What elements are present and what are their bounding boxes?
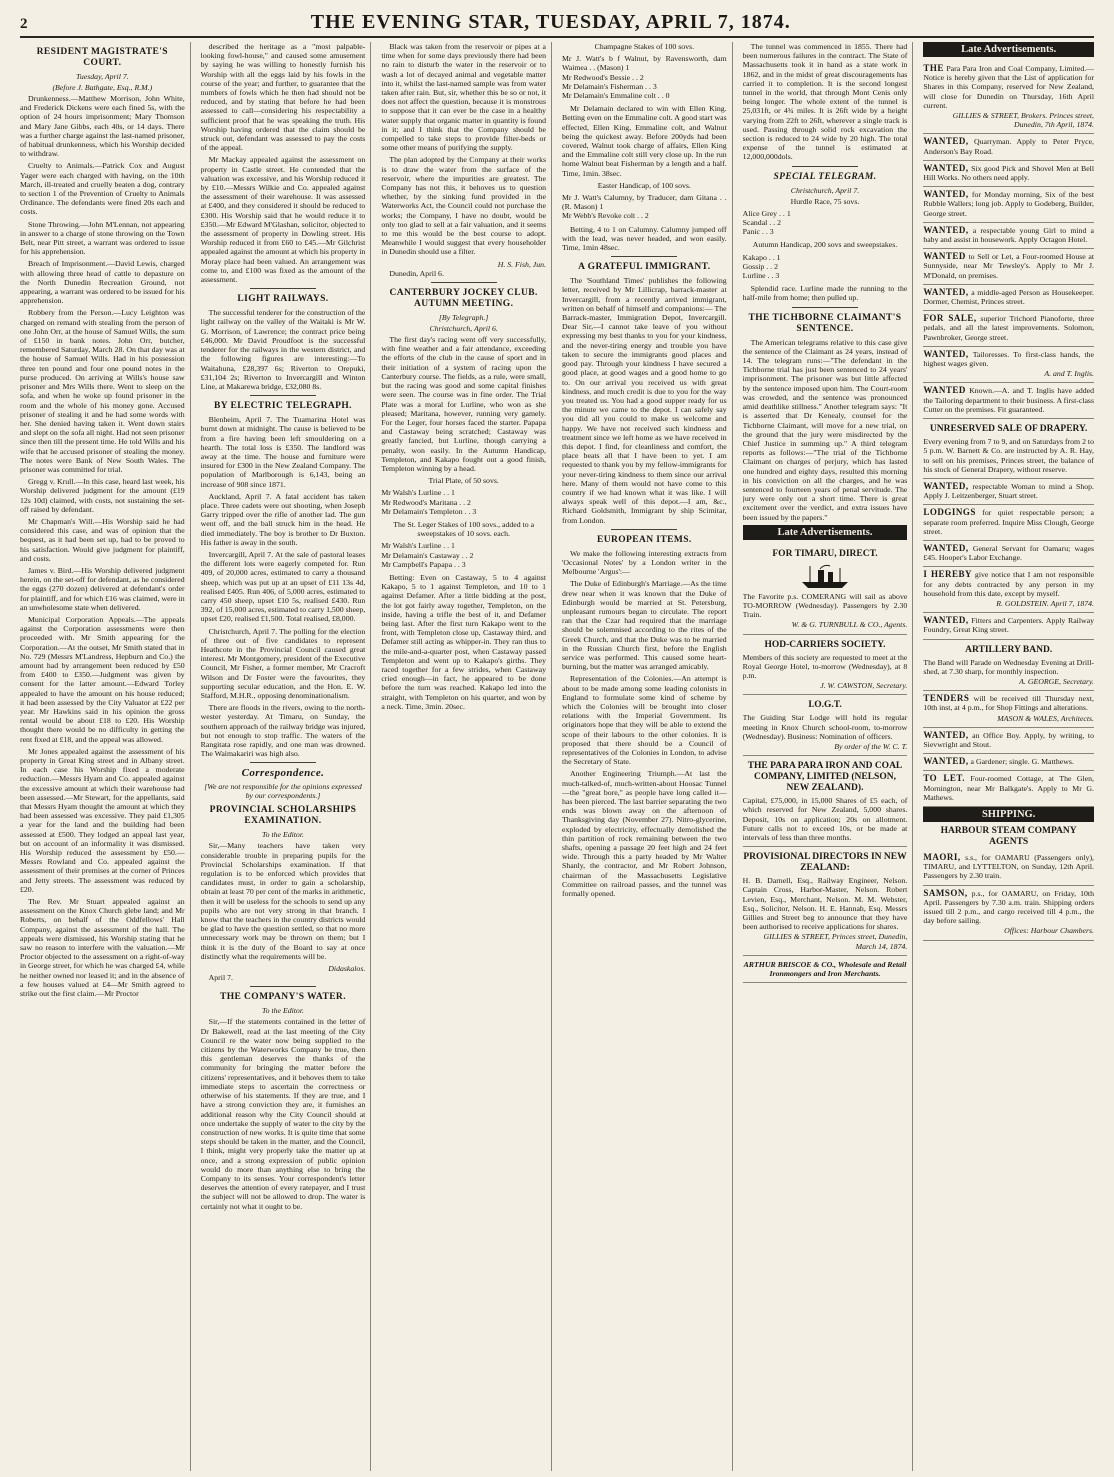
telegram-item: Auckland, April 7. A fatal accident has taken place. Three cadets were out shooting, when Joseph Garry tripped over the rifle of another lad. The gun went off, and the ball struck him in the head. He died immediately. The boy is brother to Dr Buxton. His father is away in the south. [200, 491, 366, 547]
correspondence-note: [We are not responsible for the opinions expressed by our correspondents.] [204, 782, 362, 801]
european-intro: We make the following interesting extracts from 'Occasional Notes' by a London writer in the Melbourne 'Argus':— [562, 548, 727, 577]
race-report: Betting: Even on Castaway, 5 to 4 against Kakapo, 5 to 1 against Templeton, and 10 to 1 against Defamer. After a little bidding at the post, the lot got fairly away together, Templeton, on the inside, having a trifle the best of it, and Defamer being last. After the first turn Kakapo went to the front, with Templeton close up, Castaway third, and Defamer still acting as whipper-in. They ran thus to the mile-and-a-quarter post, when Castaway passed Templeton and went up to Kakapo's girths. They raced together for a few strides, when Castaway cried enough—in fact, he appeared to be done before the turn was reached. Kakapo led into the straight, with Templeton on his quarter, and won by a neck. Time, 3min. 20sec. [381, 572, 546, 711]
column-1 [20, 42, 191, 1471]
late-ads-heading: Late Advertisements. [743, 525, 908, 540]
shipping-notice: SAMSON, p.s., for OAMARU, on Friday, 10th April. Passengers by 7.30 a.m. train. Shipping orders issued till 2 p.m., and cargo received till 4 p.m., the day before sailing. Offices: Harbour Chambers. [923, 886, 1094, 941]
race-entry: Mr Walsh's Lurline . . 1 [381, 488, 455, 498]
race-entry: Mr Delamain's Fisherman . . 3 [562, 81, 657, 91]
race-entry: Mr Delamain's Castaway . . 2 [381, 550, 474, 560]
jockey-club-text: The first day's racing went off very successfully, with fine weather and a fair attendance, exceeding the efforts of the club in the cause of sport and in their initiation of a system of racing upon the Canterbury course. The fields, as a rule, were small, but the racing was good and some capital finishes were seen. The course was in fine order. The Trial Plate was a moral for Lurline, who won as she pleased; Maritana, however, running very gamely. For the Leger, four horses faced the starter. Papapa and Castaway being scratched; Castaway was greatly fancied, but Lurline, though carrying a penalty, won easily. In the Autumn Handicap, Templeton, and Kakapo fought out a good finish, Templeton winning by a head. [381, 335, 546, 473]
advertisement: FOR TIMARU, DIRECT. The Favorite p.s. COMERANG will sail as above TO-MORROW (Wednesday). Passengers by 2.30 Train. W. & G. TURNBULL & CO., Agents. [743, 544, 908, 635]
column-3 [381, 42, 552, 1471]
race-report: Mr Delamain declared to win with Ellen King. Betting even on the Emmaline colt. A good start was effected, Ellen King, Emmaline colt, and Walnut being the quickest away. Before 200yds had been covered, Walnut took charge of affairs, Ellen King and the Emmaline colt still very close up. In the run home Walnut beat Fisherman by a length and a half. Time, 1min. 38sec. [562, 104, 727, 178]
race-report: Splendid race. Lurline made the running to the half-mile from home; then pulled up. [742, 284, 908, 303]
race-name: Champagne Stakes of 100 sovs. [594, 42, 695, 51]
column-5 [743, 42, 914, 1471]
race-name: The St. Leger Stakes of 100 sovs., added to a sweepstakes of 10 sovs. each. [393, 519, 535, 539]
railways-text: The successful tenderer for the construction of the light railway on the valley of the Waitaki is Mr W. G. Morrison, of Lawrence; the contract price being £46,000. Mr David Proudfoot is the successful tenderer for the railways in the western district, and the following figures are interesting:—To Waitahuna, £28,397 6s; Riverton to Orepuki, £31,104 2s; Riverton to Invercargill and Winton Line, at Makarewa bridge, £32,080 8s. [200, 308, 366, 391]
advertisement: WANTED, General Servant for Oamaru; wages £45. Hooper's Labor Exchange. [923, 541, 1094, 567]
advertisement: WANTED, an Office Boy. Apply, by writing, to Sievwright and Stout. [923, 728, 1094, 754]
letter-salutation: To the Editor. [262, 830, 304, 840]
jockey-club-place: Christchurch, April 6. [429, 324, 498, 334]
special-telegram-heading: SPECIAL TELEGRAM. [773, 171, 877, 182]
advertisement: FOR SALE, superior Trichord Pianoforte, three pedals, and all the latest improvements. Solomon, Pawnbroker, George street. [923, 311, 1094, 347]
race-entry: Mr Webb's Revoke colt . . 2 [562, 211, 649, 221]
immigrant-heading: A GRATEFUL IMMIGRANT. [578, 262, 711, 273]
advertisement: UNRESERVED SALE OF DRAPERY. Every evening from 7 to 9, and on Saturdays from 2 to 5 p.m. W. Barnett & Co. are instructed by A. R. Hay, to sell on his premises, Princes street, the balance of his stock of General Drapery, without reserve. [923, 419, 1094, 479]
court-paragraph: The Rev. Mr Stuart appealed against an assessment on the Knox Church glebe land; and Mr Roberts, on behalf of the Oddfellows' Hall Company, against the assessment of the hall. The appeals were dismissed, his Worship stating that he saw no reason to interfere with the valuation.—Mr Proctor objected to the assessment on a right-of-way in George street, for which he was charged £4, while he neither owned nor leased it; and in the absence of a few houses valued at £4—Mr Smith agreed to strike out the first claim.—Mr Proctor [20, 897, 185, 999]
water-signature: H. S. Fish, Jun. [497, 259, 546, 269]
race-entry: Mr Campbell's Papapa . . 3 [381, 559, 466, 569]
water-salutation: To the Editor. [262, 1006, 304, 1016]
column-6 [923, 42, 1094, 1471]
advertisement: ARTILLERY BAND. The Band will Parade on Wednesday Evening at Drill-shed, at 7.30 sharp, for monthly inspection. A. GEORGE, Secretary. [923, 640, 1094, 692]
race-entry: Mr Redwood's Bessie . . 2 [562, 72, 644, 82]
telegraph-heading: BY ELECTRIC TELEGRAPH. [214, 401, 352, 412]
advertisement: THE Para Para Iron and Coal Company, Limited.—Notice is hereby given that the List of application for Shares in this Company, reserved for New Zealand, will close for Dunedin on Thursday, 16th April current. GILLIES & STREET, Brokers. Princes street, Dunedin, 7th April, 1874. [923, 61, 1094, 134]
race-entry: Mr J. Watt's b f Walnut, by Ravensworth, dam Waimea . . (Mason) 1 [562, 54, 727, 73]
european-paragraph: Another Engineering Triumph.—At last the much-talked-of, much-written-about Hoosac Tunnel—the "great bore," as people have long called it—has been pierced. The last barrier separating the two ends was blown away on the afternoon of Thanksgiving day (November 27). Nitro-glycerine, exploded by electricity, effectually demolished the thin partition of rock remaining between the two shafts, opening a passage 20 feet high and 24 feet wide. Through this a party headed by Mr Walter Shanly, the contractor, and Mr Robert Johnson, chairman of the Massachusetts Legislative Committee on railroad passes, and the tunnel was formally opened. [562, 769, 727, 899]
race-entry: Gossip . . 2 [742, 261, 778, 271]
newspaper-title: THE EVENING STAR, TUESDAY, APRIL 7, 1874. [310, 11, 791, 33]
race-name: Easter Handicap, of 100 sovs. [597, 180, 691, 190]
court-bench: (Before J. Bathgate, Esq., R.M.) [52, 83, 153, 92]
race-name: Hurdle Race, 75 sovs. [790, 196, 860, 206]
advertisement: WANTED, Tailoresses. To first-class hands, the highest wages given. A. and T. Inglis. [923, 347, 1094, 384]
letter-text: Sir,—Many teachers have taken very considerable trouble in preparing pupils for the Provincial Scholarships examination. If that regulation is to be enforced which provides that candidates must, in order to gain a scholarship, obtain at least 70 per cent of the marks in arithmetic, then it will be useless for the schools to send up any pupils who are not very strong in that branch. I know that the teachers in the country districts would be glad to have the question settled, so that no more unnecessary work may be thrown on them; but I think it is the duty of the Board to say at once distinctly what the requirements will be. [200, 841, 366, 961]
article-paragraph: Mr Mackay appealed against the assessment on property in Castle street. He contended that the valuation was excessive, and his Worship reduced it by £10.—Messrs Wilkie and Co. appealed against the assessment of their warehouse. It was assessed at £400, and they considered it should be reduced to £300. His Worship said that he would reduce it to £350.—Mr Edward M'Glashan, solicitor, objected to the assessment of property in Dowling street. His Worship reduced it from £60 to £45.—Mr Gilchrist appealed against the amount at which his property in Moray place had been valued. An arrangement was come to, and £100 was fixed as the amount of the assessment. [200, 155, 366, 285]
advertisement: THE PARA PARA IRON AND COAL COMPANY, LIMITED (NELSON, NEW ZEALAND). Capital, £75,000, in 15,000 Shares of £5 each, of which reserved for New Zealand, 5,000 shares. Deposit, 10s on application; 20s on allotment. Future calls not to exceed 10s, or be made at intervals of less than three months. [743, 756, 908, 847]
european-paragraph: Representation of the Colonies.—An attempt is about to be made among some leading colonists in England to formulate some kind of scheme by which the Colonies will be brought into closer relations with the Imperial Government. Its originators hope that they will be able to extend the scope of their labours to the other colonies. It is proposed that there should be a Council of representatives of the Colonies in London, to advise the Secretary of State. [562, 674, 727, 767]
steamship-icon [798, 562, 852, 590]
advertisement: WANTED, Six good Pick and Shovel Men at Bell Hill Works. No others need apply. [923, 161, 1094, 187]
race-entry: Scandal . . 2 [742, 218, 781, 228]
court-paragraph: Mr Jones appealed against the assessment of his property in Great King street and in Albany street. In each case his Worship fixed a moderate reduction.—Messrs Hyam and Co. appealed against the excessive amount at which their warehouse had been assessed.—Mr Stewart, for the appellants, said that Messrs Hyam thought the amount at which they had been assessed was excessive. They paid £1,305 a year for the land and the building had been assessed at £500. They lodged an appeal last year, but on account of an informality it was dismissed. His Worship reduced the assessment by £50.—Messrs Rowland and Co. appealed against the assessment of their premises at the corner of Princes and Jetty streets. The assessment was reduced by £20. [20, 746, 185, 894]
advertisement: TO LET. Four-roomed Cottage, at The Glen, Mornington, near Mr Balkgate's. Apply to Mr G. Mathews. [923, 771, 1094, 807]
column-2 [201, 42, 372, 1471]
water-text: Sir,—If the statements contained in the letter of Dr Bakewell, read at the last meeting of the City Council re the water now being supplied to the citizens by the Waterworks Company be true, then this gentleman deserves the thanks of the community for bringing the matter before the citizens' representatives, and it behoves them to take immediate steps to ascertain the correctness or otherwise of his statements. If they are true, and I have a strong conviction they are, it furnishes an additional reason why the City Council should at once undertake the supply of water to the city by the construction of new works. It is quite time that some steps should be taken in the matter, and the Council, I think, might very properly take the matter up at once, and a strong expression of public opinion would do more than anything else to bring the Company to its senses. Your correspondent's letter deserves the attention of every ratepayer, and I trust the subject will not be allowed to drop. The water is certainly not what it ought to be. [200, 1017, 366, 1211]
court-paragraph: Gregg v. Krull.—In this case, heard last week, his Worship delivered judgment for the amount (£19 12s 10d) claimed, with costs, not sustaining the set-off raised by defendant. [20, 477, 185, 514]
race-report: Betting, 4 to 1 on Calumny. Calumny jumped off with the lead, was never headed, and won easily. Time, 1min 48sec. [562, 224, 727, 253]
race-entry: Panic . . 3 [742, 227, 774, 237]
article-paragraph: The plan adopted by the Company at their works is to draw the water from the surface of the reservoir, where the impurities are greatest. The Company has not this, it behoves us to question whether, by the sinking fund provided in the Waterworks Act, the Council could not purchase the works; the Company, I have no doubt, would be only too glad to sell at a fair valuation, and it seems to me this would be the best course to adopt. Meanwhile I would suggest that every householder in Dunedin should use a filter. [381, 155, 546, 257]
letter-heading: PROVINCIAL SCHOLARSHIPS EXAMINATION. [209, 805, 357, 827]
race-entry: Mr J. Watt's Calumny, by Traducer, dam Gitana . . (R. Mason) 1 [562, 193, 727, 212]
advertisement: LODGINGS for quiet respectable person; a separate room preferred. Inquire Miss Clough, George street. [923, 505, 1094, 541]
masthead [20, 6, 1094, 38]
race-entry: Alice Grey . . 1 [742, 208, 791, 218]
race-entry: Lurline . . 3 [742, 271, 780, 281]
advertisement: HOD-CARRIERS SOCIETY. Members of this society are requested to meet at the Royal George Hotel, to-morrow (Wednesday), at 8 p.m. J. W. CAWSTON, Secretary. [743, 635, 908, 696]
immigrant-text: The 'Southland Times' publishes the following letter, received by Mr Lillicrap, barrack-master at Invercargill, from a recently arrived immigrant, written on behalf of himself and companions:— The Barrack-master, Immigration Depot, Invercargill. Dear Sir,—I cannot take leave of you without expressing my best thanks to you for your kindness, and the never-tiring energy and trouble you have taken to secure the immigrants good places and good pay. Through your kindness I have secured a good place, at good wages and a good home to go to. On our arrival you received us with great kindness, and much credit is due to you for the way you treated us. You had a good supper ready for us the minute we came to the depot. I can safely say you did all you could to make us welcome and happy. We have not received such kindness and treatment since we left home as we have received in this depot. I find, for cleanliness and comfort, the place beats all that I have been to yet. I am requested to thank you by my fellow-immigrants for your never-tiring kindness to them since our arrival here. Many of them would not have come to this country if we had known what it was like. I will always speak well of this depot.—I am, &c., Richard Goldsmith, Immigrant by ship Scimitar, from London. [562, 276, 727, 525]
advertisement: WANTED, respectable Woman to mind a Shop. Apply J. Leitzenberger, Stuart street. [923, 479, 1094, 505]
race-entry: Mr Delamain's Emmaline colt . . 0 [562, 91, 670, 101]
advertisement: WANTED, Fitters and Carpenters. Apply Railway Foundry, Great King street. [923, 613, 1094, 639]
tichborne-heading: THE TICHBORNE CLAIMANT'S SENTENCE. [748, 312, 902, 334]
court-paragraph: Municipal Corporation Appeals.—The appeals against the Corporation assessments were then proceeded with. Mr Smith appearing for the Corporation.—At the outset, Mr Smith stated that in No. 729 (Messrs M'Landress, Hepburn and Co.) the amount had by arrangement been reduced by £50 from £400 to £350.—Judgment was given by consent for the latter amount.—Edward Torley appealed to have the amount on his house reduced; it had been assessed by the City Valuator at £22 per year. Mr Hawkins said in his opinion the gross rental would be about £18 to £20. His Worship thought there would be no difficulty in getting the rent fixed at £18, and the appeal was allowed. [20, 614, 185, 744]
race-entry: Mr Redwood's Maritana . . 2 [381, 497, 471, 507]
telegram-item: Christchurch, April 7. The polling for the election of three out of five candidates to represent Heathcote in the Provincial Council caused great interest. Mr Montgomery, president of the Executive Council, Mr Fisher, a former member, Mr Cracroft Wilson and Dr Foster were the favourites, they supporting secular education, and the Hon. E. W. Stafford, M.H.R., opposing denominationalism. [200, 626, 366, 700]
european-paragraph: The Duke of Edinburgh's Marriage.—As the time drew near when it was known that the Duke of Edinburgh would be married at St. Petersburg, unpleasant rumours began to circulate. The report ran that the Czar had required that the marriage should be solemnised according to the rites of the Greek Church, and that the Duke was to be married in the Russian Church first, before the English service was performed. This caused some heart-burning, but the matter was arranged amicably. [562, 579, 727, 672]
court-heading: RESIDENT MAGISTRATE'S COURT. [36, 47, 168, 68]
court-paragraph: Robbery from the Person.—Lucy Leighton was charged on remand with stealing from the person of one John Orr, at the house of Samuel Wills, the sum of £150 in bank notes. John Orr, butcher, remembered Saturday, March 28. On that day was at the house of Samuel Wills. Had in his possession three ten pound and four one pound notes in the purse produced. On arriving at Wills's house saw prisoner and Mrs Wills there. Went to sleep on the sofa, and when he woke up found prisoner in the room and the whole of his money gone. Accused prisoner of stealing it and he had some words with her. She denied having taken it. Went down stairs and slept on the sofa all night. Had not seen prisoner since then till the present time. He told Wills and his wife that he accused prisoner of stealing the money. The notes were Bank of New South Wales. The prisoner was committed for trial. [20, 308, 185, 474]
article-paragraph: described the heritage as a "most palpable-looking fowl-house," and caused some amusement by saying he was willing to honestly furnish his Worship with all the eggs laid by his fowls in the course of the year; and further, to guarantee that the numbers of fowls which he then had should not be reduced, and by stating that before he had been assessed to call—considering his respectability a sufficient proof that he was speaking the truth. His Worship having ordered that the claim should be struck out, defendant was assessed to pay the costs of the appeal. [200, 42, 366, 153]
european-heading: EUROPEAN ITEMS. [596, 534, 692, 545]
advertisement: I.O.G.T. The Guiding Star Lodge will hold its regular meeting in Knox Church school-room, to-morrow (Wednesday). Business: Nomination of officers. By order of the W. C. T. [743, 695, 908, 756]
columns [20, 42, 1094, 1471]
jockey-club-heading: CANTERBURY JOCKEY CLUB. AUTUMN MEETING. [389, 288, 538, 310]
race-name: Trial Plate, of 50 sovs. [428, 476, 499, 486]
court-paragraph: James v. Bird.—His Worship delivered judgment herein, on the set-off for defendant, as he considered the eggs (270 dozen) delivered at defendant's order for plaintiff, and for which £16 was claimed, were in an unwholesome state when delivered. [20, 565, 185, 612]
advertisement: PROVISIONAL DIRECTORS IN NEW ZEALAND: H. B. Darnell, Esq., Railway Engineer, Nelson. Captain Cross, Harbor-Master, Nelson. Robert Levien, Esq., Merchant, Nelson. M. M. Webster, Esq., Solicitor, Nelson. H. E. Hannah, Esq. Messrs Gillies and Street beg to announce that they have been authorised to receive applications for shares. GILLIES & STREET, Princes street, Dunedin, March 14, 1874. [743, 847, 908, 956]
advertisement: WANTED Known.—A. and T. Inglis have added the Tailoring department to their business. A first-class Cutter on the premises. Fit guaranteed. [923, 383, 1094, 419]
advertisement: I HEREBY give notice that I am not responsible for any debts contracted by any person in my household from this date, except by myself. R. GOLDSTEIN. April 7, 1874. [923, 567, 1094, 613]
advertisement: WANTED to Sell or Let, a Four-roomed House at Sunnyside, near Mr Tewsley's. Apply to Mr J. M'Donald, on premises. [923, 249, 1094, 285]
race-entry: Mr Walsh's Lurline . . 1 [381, 541, 455, 551]
advertisement: WANTED, a respectable young Girl to mind a baby and assist in housework. Apply Octagon Hotel. [923, 223, 1094, 249]
court-paragraph: Cruelty to Animals.—Patrick Cox and August Yager were each charged with having, on the 10th March, ill-treated and cruelly beaten a dog, contrary to section 1 of the Prevention of Cruelty to Animals Ordinance. The defendants were fined 20s each and costs. [20, 161, 185, 217]
court-paragraph: Stone Throwing.—John M'Lennan, not appearing in answer to a charge of stone throwing on the Town Belt, near Pitt street, a warrant was ordered to issue for his apprehension. [20, 219, 185, 257]
late-ads-heading: Late Advertisements. [923, 42, 1094, 57]
court-paragraph: Breach of Imprisonment.—David Lewis, charged with allowing three head of cattle to depasture on the North Dunedin Recreation Ground, not appearing, a warrant was ordered to be issued for his apprehension. [20, 259, 185, 306]
court-date: Tuesday, April 7. [75, 72, 129, 81]
water-date: Dunedin, April 6. [389, 268, 444, 278]
railways-heading: LIGHT RAILWAYS. [237, 294, 329, 305]
advertisement: TENDERS will be received till Thursday next, 10th inst, at 4 p.m., for Shop Fittings and alterations. MASON & WALES, Architects. [923, 691, 1094, 728]
race-name: Autumn Handicap, 200 sovs and sweepstakes. [752, 240, 898, 250]
shipping-notice: MAORI, s.s., for OAMARU (Passengers only), TIMARU, and LYTTELTON, on Sunday, 12th April. Passengers by 2.30 train. [923, 850, 1094, 886]
court-paragraph: Mr Chapman's Will.—His Worship said he had considered this case, and was of opinion that the bequest, as it had been set up, had to be proved to his satisfaction. Would give judgment for plaintiff, and costs. [20, 516, 185, 563]
shipping-subheading: HARBOUR STEAM COMPANY AGENTS [940, 825, 1077, 847]
advertisement: WANTED, a Gardener; single. G. Matthews. [923, 754, 1094, 771]
letter-date: April 7. [208, 973, 233, 983]
column-4 [562, 42, 733, 1471]
advertisement: WANTED, a middle-aged Person as Housekeeper. Dormer, Chemist, Princes street. [923, 285, 1094, 311]
shipping-heading: SHIPPING. [923, 807, 1094, 822]
jockey-club-source: [By Telegraph.] [438, 313, 489, 323]
telegram-item: Invercargill, April 7. At the sale of pastoral leases the different lots were eagerly competed for. Run 409, of 20,000 acres, estimated to carry a thousand sheep, which was put up at an upset of £11 13s 4d, realised £405. Run 406, of 5,000 acres, estimated to carry 450 sheep, upset £10 5s, realised £430. Run 392, of 15,000 acres, estimated to carry 1,500 sheep, upset £20, realised £1,500. Total realised, £8,000. [200, 549, 366, 624]
water-heading: THE COMPANY'S WATER. [220, 992, 346, 1003]
article-paragraph: Black was taken from the reservoir or pipes at a time when for some days previously there had been no rain to disturb the water in the reservoir or to wash a lot of decayed animal and vegetable matter into it, whilst the last-named sample was from water taken after rain. But, sir, whether this be so or not, it does not affect the question, because it is monstrous to suppose that it can ever be the case in a healthy water supply that organic matter in quantity is found in it; and I think that the Company should be compelled to take steps to provide filter-beds or some other means of purifying the supply. [381, 42, 546, 153]
tichborne-text: The American telegrams relative to this case give the sentence of the Claimant as 24 years, instead of 14. The telegram runs:—"The defendant in the Tichborne trial has just been sentenced to 24 years' imprisonment. The prisoner was but little affected by the sentence imposed upon him. The Court-room was crowded, and the sentence was pronounced amid deathlike stillness." Another telegram says: "It is asserted that Dr Kenealy, counsel for the Tichborne Claimant, will move for a new trial, on the ground that the jury were misdirected by the Chief Justice in summing up." A third telegram reports as follows:—"The trial of the Tichborne Claimant on charges of perjury, which has lasted one hundred and eighty days, resulted this morning in his conviction on all the charges, and he was sentenced to fourteen years of penal servitude. The jury were only out a short time. There is great excitement over the verdict, and extra issues have been issued by the papers." [742, 337, 908, 522]
letter-signature: Didaskalos. [328, 964, 366, 974]
advertisement: WANTED, for Monday morning, Six of the best Rubble Wallers; long job. Apply to Godeberg, Builder, George street. [923, 187, 1094, 223]
telegram-item: There are floods in the rivers, owing to the north-wester yesterday. At Timaru, on Sunday, the southern approach of the railway bridge was injured, but not enough to stop traffic. The waters of the Rangitata rose rapidly, and one man was drowned. The Waimakariri was high also. [200, 703, 366, 759]
court-paragraph: Drunkenness.—Matthew Morrison, John White, and Frederick Dickens were each fined 5s, with the option of 24 hours imprisonment; Mary Thomson and Mary Jane Gibbs, each 40s, or 14 days. There was a further charge against the last-named prisoner, of habitual drunkenness, which his Worship decided to withdraw. [20, 94, 185, 159]
advertisement: ARTHUR BRISCOE & CO., Wholesale and Retail Ironmongers and Iron Merchants. [743, 956, 908, 983]
tunnel-text: The tunnel was commenced in 1855. There had been numerous failures in the contract. The State of Massachusetts took it in hand as a state work in 1862, and in the midst of great discouragements has carried it to completion. It is the second longest tunnel in the world, that through Mont Cenis only being longer. The whole extent of the tunnel is 25,031ft, or 4¾ miles. It is 26ft wide by a height varying from 22ft to 26ft, wherever a single track is used. Passing through solid rock excavation the section is reduced to 24 wide by 20 high. The total expense of the tunnel is estimated at 12,000,000dols. [742, 42, 908, 162]
telegram-item: Blenheim, April 7. The Tuamarina Hotel was burnt down at midnight. The cause is believed to be from a fire having been left smouldering on a hearth. The total loss is £350. The landlord was away at the time. The house and furniture were insured for £300 in the New Zealand Company. The population of Marlborough is 6,143, being an increase of 908 since 1871. [200, 415, 366, 489]
page-number: 2 [20, 16, 28, 32]
race-entry: Mr Delamain's Templeton . . 3 [381, 506, 477, 516]
race-entry: Kakapo . . 1 [742, 252, 781, 262]
correspondence-heading: Correspondence. [241, 767, 325, 780]
special-telegram-place: Christchurch, April 7. [790, 185, 860, 195]
advertisement: WANTED, Quarryman. Apply to Peter Pryce, Anderson's Bay Road. [923, 134, 1094, 160]
